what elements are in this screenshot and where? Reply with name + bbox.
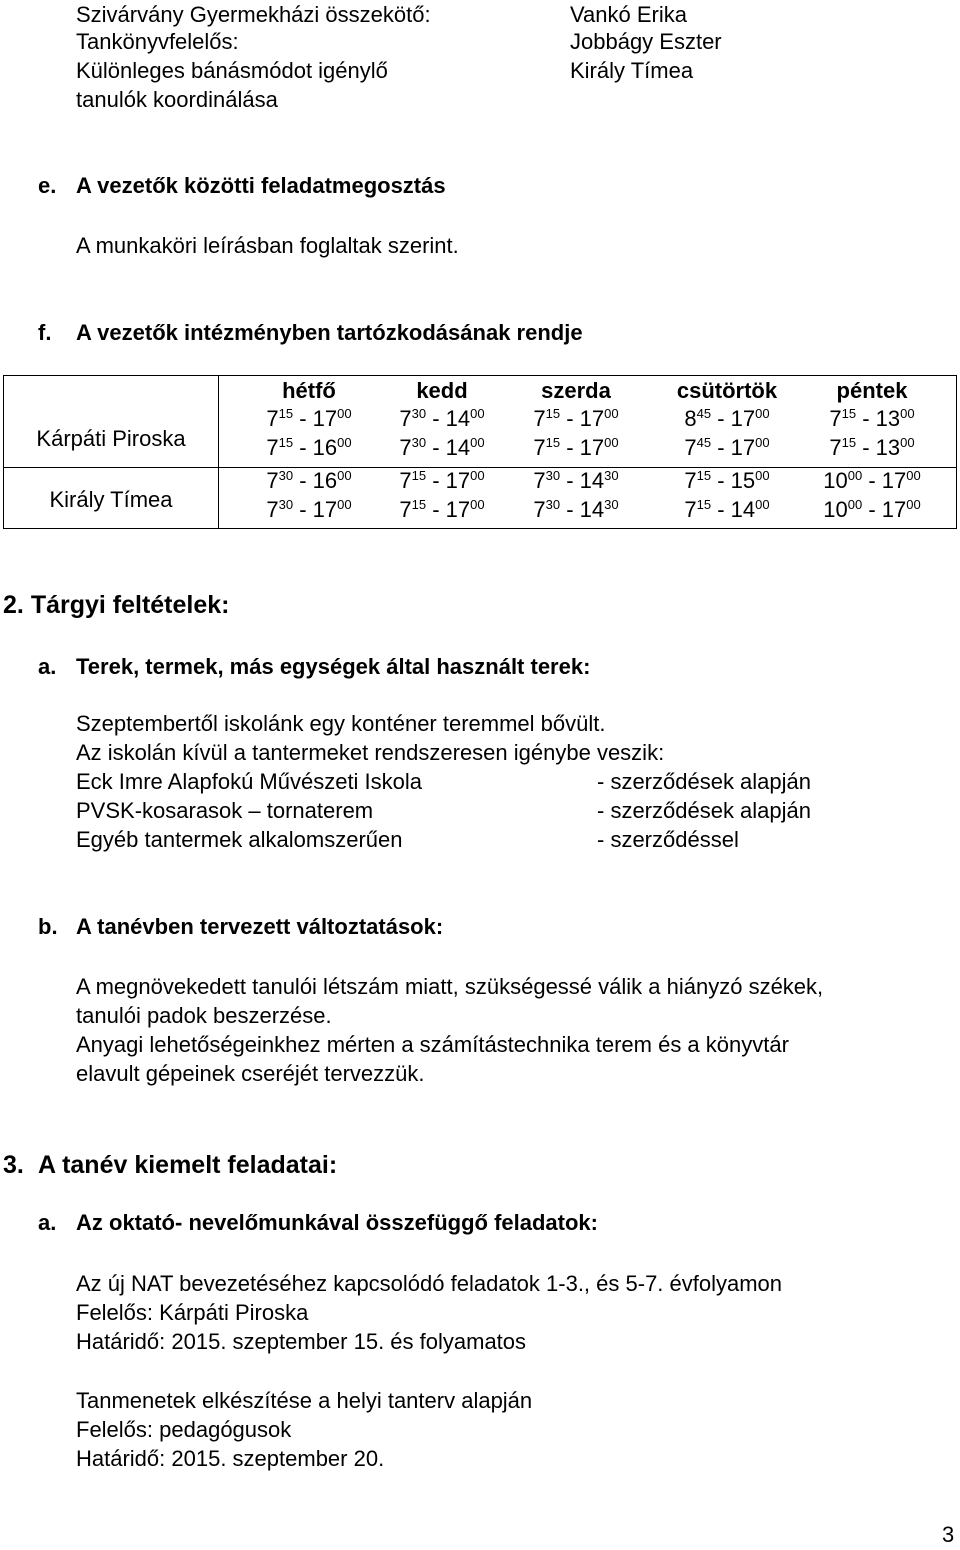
time-cell: [503, 498, 649, 525]
usage-who: Eck Imre Alapfokú Művészeti Iskola: [76, 769, 423, 794]
time-separator: -: [856, 406, 876, 431]
time-cell: [799, 469, 945, 496]
day-header-tuesday: kedd: [416, 378, 468, 403]
time-start-minute: 00: [847, 497, 863, 512]
time-end-hour: 14: [579, 497, 605, 522]
time-end-hour: 15: [730, 468, 756, 493]
task-responsible: Felelős: pedagógusok: [76, 1417, 292, 1442]
day-header-friday: péntek: [836, 378, 908, 403]
section-e-number: e.: [38, 173, 57, 198]
person-name: Kárpáti Piroska: [36, 426, 186, 451]
time-separator: -: [560, 435, 580, 460]
time-separator: -: [711, 468, 731, 493]
section-2b-number: b.: [38, 914, 58, 939]
time-start-hour: 10: [823, 468, 848, 493]
time-start-minute: 15: [411, 468, 427, 483]
time-end-hour: 17: [730, 406, 756, 431]
time-cell: [369, 469, 515, 496]
time-end-minute: 00: [755, 468, 770, 483]
paragraph-line: Szeptembertől iskolánk egy konténer teremmel bővült.: [76, 711, 606, 736]
time-cell: [236, 436, 382, 463]
time-end-minute: 00: [755, 497, 770, 512]
role-name-2: Jobbágy Eszter: [570, 29, 722, 54]
time-cell: [503, 469, 649, 496]
section-2-heading: [3, 591, 230, 620]
time-cell: [236, 407, 382, 434]
time-cell: [236, 469, 382, 496]
time-end-minute: 00: [470, 468, 485, 483]
section-e-title: A vezetők közötti feladatmegosztás: [76, 173, 446, 198]
time-cell: [369, 498, 515, 525]
time-separator: -: [293, 468, 313, 493]
time-end-minute: 00: [337, 468, 352, 483]
time-end-minute: 00: [337, 497, 352, 512]
time-cell: [236, 498, 382, 525]
time-end-hour: 14: [730, 497, 756, 522]
time-start-hour: 7: [399, 435, 412, 460]
time-end-hour: 17: [730, 435, 756, 460]
time-end-minute: 00: [900, 435, 915, 450]
time-end-hour: 17: [445, 497, 471, 522]
role-name-3: Király Tímea: [570, 58, 694, 83]
time-start-minute: 30: [545, 468, 561, 483]
section-e-text: A munkaköri leírásban foglaltak szerint.: [76, 233, 459, 258]
time-start-minute: 00: [847, 468, 863, 483]
time-start-hour: 7: [533, 406, 546, 431]
time-end-hour: 17: [579, 435, 605, 460]
time-cell: [503, 436, 649, 463]
section-3-title: A tanév kiemelt feladatai:: [38, 1151, 338, 1179]
time-end-minute: 00: [906, 497, 921, 512]
time-end-minute: 00: [470, 497, 485, 512]
time-separator: -: [711, 406, 731, 431]
usage-how: - szerződések alapján: [597, 769, 812, 794]
role-label-2: Tankönyvfelelős:: [76, 29, 239, 54]
usage-who: PVSK-kosarasok – tornaterem: [76, 798, 374, 823]
page-number: 3: [942, 1522, 955, 1547]
time-end-hour: 16: [312, 468, 338, 493]
time-start-hour: 7: [399, 406, 412, 431]
usage-who: Egyéb tantermek alkalomszerűen: [76, 827, 403, 852]
usage-how: - szerződések alapján: [597, 798, 812, 823]
section-2a-number: a.: [38, 654, 57, 679]
time-cell: [654, 407, 800, 434]
time-separator: -: [426, 435, 446, 460]
section-2-number: 2.: [3, 591, 24, 619]
paragraph-line: elavult gépeinek cseréjét tervezzük.: [76, 1061, 425, 1086]
task-text: Tanmenetek elkészítése a helyi tanterv alapján: [76, 1388, 533, 1413]
time-separator: -: [426, 406, 446, 431]
task-responsible: Felelős: Kárpáti Piroska: [76, 1300, 309, 1325]
time-start-hour: 7: [399, 497, 412, 522]
role-label-3: Különleges bánásmódot igénylő: [76, 58, 388, 83]
time-start-hour: 7: [266, 406, 279, 431]
time-separator: -: [856, 435, 876, 460]
time-end-minute: 30: [604, 468, 619, 483]
section-3a-number: a.: [38, 1210, 57, 1235]
role-label-4: tanulók koordinálása: [76, 87, 278, 112]
time-start-minute: 30: [278, 497, 294, 512]
person-name: Király Tímea: [49, 487, 173, 512]
time-end-minute: 00: [337, 435, 352, 450]
time-end-hour: 17: [312, 497, 338, 522]
time-end-minute: 00: [900, 406, 915, 421]
time-start-minute: 30: [411, 435, 427, 450]
time-start-minute: 15: [545, 406, 561, 421]
time-start-hour: 7: [533, 468, 546, 493]
time-end-minute: 30: [604, 497, 619, 512]
time-start-hour: 7: [533, 435, 546, 460]
time-separator: -: [560, 497, 580, 522]
time-cell: [799, 436, 945, 463]
time-end-hour: 17: [881, 497, 907, 522]
time-separator: -: [560, 468, 580, 493]
section-2a-title: Terek, termek, más egységek által használt terek:: [76, 654, 591, 679]
time-start-minute: 15: [696, 468, 712, 483]
time-cell: [654, 469, 800, 496]
time-start-minute: 45: [696, 435, 712, 450]
time-separator: -: [862, 497, 882, 522]
time-start-hour: 7: [829, 435, 842, 460]
time-start-hour: 7: [266, 435, 279, 460]
time-start-hour: 10: [823, 497, 848, 522]
time-end-minute: 00: [755, 406, 770, 421]
day-header-monday: hétfő: [282, 378, 336, 403]
time-end-hour: 17: [312, 406, 338, 431]
day-header-wednesday: szerda: [541, 378, 611, 403]
time-separator: -: [711, 497, 731, 522]
task-deadline: Határidő: 2015. szeptember 20.: [76, 1446, 385, 1471]
time-end-hour: 13: [875, 406, 901, 431]
section-3a-title: Az oktató- nevelőmunkával összefüggő feladatok:: [76, 1210, 598, 1235]
time-separator: -: [426, 468, 446, 493]
time-end-minute: 00: [470, 406, 485, 421]
time-end-hour: 17: [445, 468, 471, 493]
paragraph-line: Az iskolán kívül a tantermeket rendszeresen igénybe veszik:: [76, 740, 665, 765]
paragraph-line: tanulói padok beszerzése.: [76, 1003, 332, 1028]
section-2b-title: A tanévben tervezett változtatások:: [76, 914, 444, 939]
time-start-minute: 15: [278, 406, 294, 421]
time-end-minute: 00: [755, 435, 770, 450]
time-start-minute: 30: [545, 497, 561, 512]
time-cell: [654, 498, 800, 525]
time-end-hour: 14: [579, 468, 605, 493]
time-cell: [799, 407, 945, 434]
schedule-table: [3, 375, 957, 529]
time-start-minute: 15: [841, 406, 857, 421]
time-start-minute: 30: [278, 468, 294, 483]
time-separator: -: [293, 435, 313, 460]
time-start-hour: 7: [533, 497, 546, 522]
time-start-hour: 7: [829, 406, 842, 431]
time-end-minute: 00: [906, 468, 921, 483]
time-start-hour: 8: [684, 406, 697, 431]
time-separator: -: [560, 406, 580, 431]
section-f-number: f.: [38, 320, 52, 345]
time-cell: [503, 407, 649, 434]
time-end-hour: 17: [579, 406, 605, 431]
time-start-hour: 7: [266, 468, 279, 493]
time-start-minute: 30: [411, 406, 427, 421]
time-end-minute: 00: [604, 406, 619, 421]
time-start-hour: 7: [399, 468, 412, 493]
time-start-hour: 7: [684, 435, 697, 460]
time-start-minute: 15: [841, 435, 857, 450]
time-start-minute: 15: [411, 497, 427, 512]
time-separator: -: [293, 497, 313, 522]
role-label-1: Szivárvány Gyermekházi összekötő:: [76, 2, 431, 27]
time-cell: [654, 436, 800, 463]
paragraph-line: A megnövekedett tanulói létszám miatt, szükségessé válik a hiányzó székek,: [76, 974, 824, 999]
role-name-1: Vankó Erika: [570, 2, 687, 27]
time-end-minute: 00: [470, 435, 485, 450]
time-start-minute: 15: [545, 435, 561, 450]
time-separator: -: [426, 497, 446, 522]
time-cell: [369, 436, 515, 463]
task-text: Az új NAT bevezetéséhez kapcsolódó feladatok 1-3., és 5-7. évfolyamon: [76, 1271, 783, 1296]
time-start-minute: 45: [696, 406, 712, 421]
time-cell: [799, 498, 945, 525]
time-end-hour: 13: [875, 435, 901, 460]
time-end-hour: 14: [445, 406, 471, 431]
time-separator: -: [711, 435, 731, 460]
time-end-minute: 00: [337, 406, 352, 421]
time-end-hour: 17: [881, 468, 907, 493]
time-end-hour: 14: [445, 435, 471, 460]
table-divider-vertical: [218, 376, 219, 528]
time-start-minute: 15: [696, 497, 712, 512]
section-f-title: A vezetők intézményben tartózkodásának rendje: [76, 320, 583, 345]
section-2-title: Tárgyi feltételek:: [30, 591, 230, 619]
usage-how: - szerződéssel: [597, 827, 739, 852]
time-separator: -: [293, 406, 313, 431]
day-header-thursday: csütörtök: [676, 378, 778, 403]
time-separator: -: [862, 468, 882, 493]
section-3-number: 3.: [3, 1151, 24, 1179]
time-cell: [369, 407, 515, 434]
paragraph-line: Anyagi lehetőségeinkhez mérten a számítástechnika terem és a könyvtár: [76, 1032, 789, 1057]
time-start-hour: 7: [684, 497, 697, 522]
time-start-minute: 15: [278, 435, 294, 450]
time-start-hour: 7: [266, 497, 279, 522]
time-start-hour: 7: [684, 468, 697, 493]
time-end-minute: 00: [604, 435, 619, 450]
task-deadline: Határidő: 2015. szeptember 15. és folyamatos: [76, 1329, 527, 1354]
time-end-hour: 16: [312, 435, 338, 460]
